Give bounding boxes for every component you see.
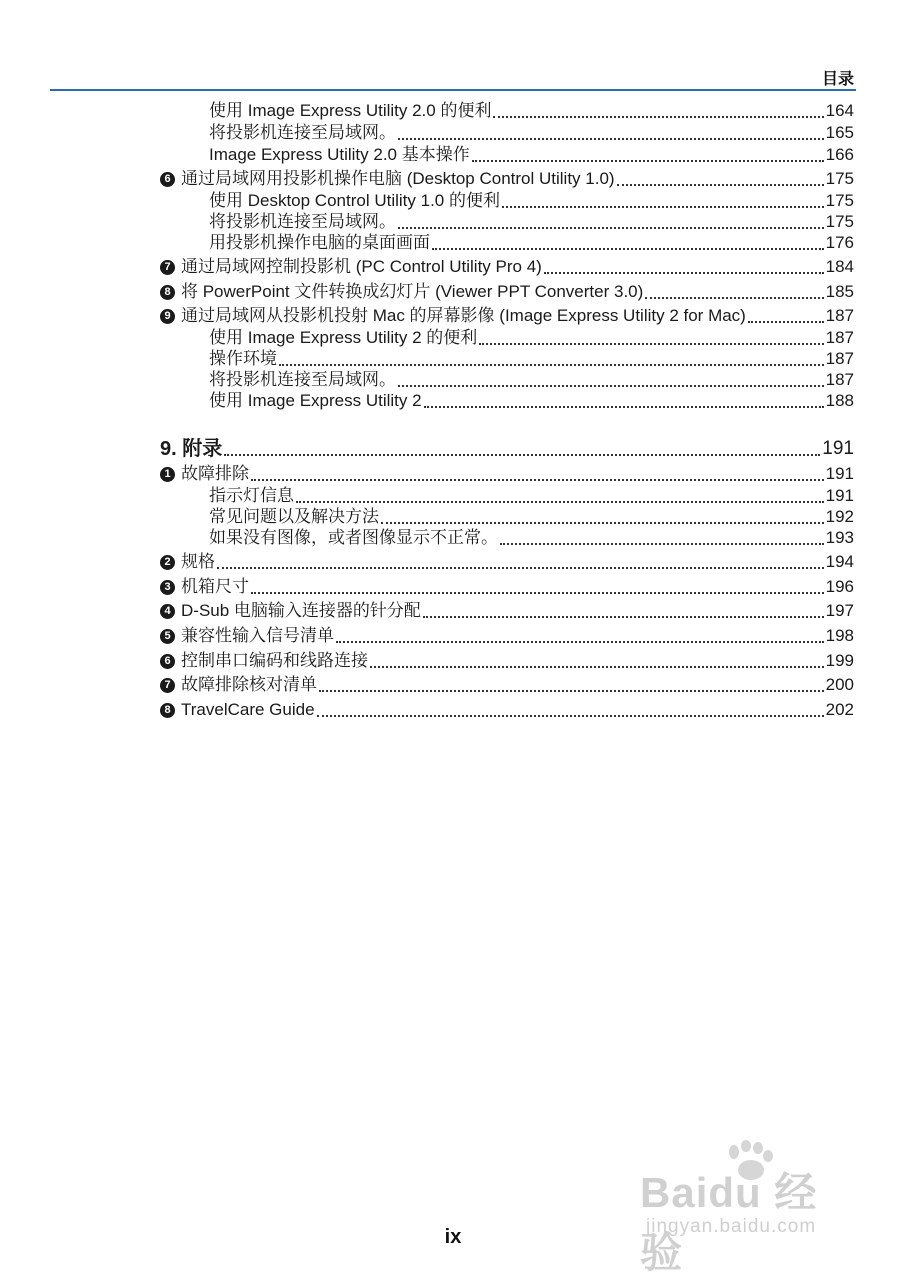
leader-dots [423,616,824,618]
toc-entry-page: 197 [825,601,854,620]
toc-entry-section[interactable] [160,305,854,327]
leader-dots [296,501,824,503]
leader-dots [544,272,824,274]
toc-entry-page: 192 [825,507,854,526]
toc-entry[interactable] [209,369,854,391]
toc-entry-label: 通过局域网用投影机操作电脑 (Desktop Control Utility 1.0) [181,169,615,188]
toc-entry-page: 191 [825,464,854,483]
toc-entry-page: 199 [825,651,854,670]
toc-entry-page: 166 [825,145,854,164]
leader-dots [251,479,824,481]
leader-dots [500,543,824,545]
leader-dots [748,321,824,323]
watermark-url: jingyan.baidu.com [646,1216,817,1237]
toc-entry-label: 如果没有图像，或者图像显示不正常。 [209,528,498,547]
toc-entry-label: 使用 Desktop Control Utility 1.0 的便利 [209,191,500,210]
toc-entry-label: 将 PowerPoint 文件转换成幻灯片 (Viewer PPT Converter 3.0) [181,282,644,301]
page-number: ix [444,1226,462,1248]
toc-entry-page: 175 [825,212,854,231]
toc-entry-page: 165 [825,123,854,142]
leader-dots [370,666,824,668]
header-title: 目录 [821,71,854,88]
toc-entry[interactable] [209,122,854,144]
toc-entry[interactable] [209,211,854,233]
toc-entry-page: 175 [825,169,854,188]
section-number-badge: 5 [160,629,175,644]
leader-dots [502,206,824,208]
leader-dots [398,138,824,140]
toc-entry-label: 使用 Image Express Utility 2 的便利 [209,328,478,347]
toc-entry-section[interactable] [160,600,854,622]
toc-entry[interactable] [209,506,854,528]
toc-entry-page: 187 [825,306,854,325]
toc-entry-section[interactable] [160,674,854,696]
leader-dots [493,116,823,118]
toc-entry[interactable] [209,390,854,412]
leader-dots [279,364,824,366]
toc-entry-label: 指示灯信息 [209,486,294,505]
section-number-badge: 9 [160,309,175,324]
toc-entry[interactable] [209,327,854,349]
section-number-badge: 6 [160,654,175,669]
section-number-badge: 1 [160,467,175,482]
section-number-badge: 2 [160,555,175,570]
toc-entry-label: 将投影机连接至局域网。 [209,370,396,389]
header-rule [50,89,856,91]
toc-entry-page: 187 [825,349,854,368]
toc-entry-label: 故障排除核对清单 [181,675,317,694]
toc-entry-label: 操作环境 [209,349,277,368]
toc-entry-section[interactable] [160,576,854,598]
toc-entry-label: 兼容性输入信号清单 [181,626,334,645]
leader-dots [398,385,824,387]
toc-entry-page: 200 [825,675,854,694]
toc-entry-page: 176 [825,233,854,252]
toc-entry-page: 191 [822,438,854,459]
watermark-logo-text: Baidu 经验 [640,1169,818,1276]
section-number-badge: 7 [160,678,175,693]
toc-entry[interactable] [209,485,854,507]
toc-entry-page: 198 [825,626,854,645]
toc-entry-label: 常见问题以及解决方法 [209,507,379,526]
toc-entry-page: 164 [825,101,854,120]
leader-dots [398,227,824,229]
section-number-badge: 4 [160,604,175,619]
toc-entry-section[interactable] [160,650,854,672]
toc-entry-label: 机箱尺寸 [181,577,249,596]
toc-entry-page: 193 [825,528,854,547]
leader-dots [617,184,824,186]
toc-entry-label: 控制串口编码和线路连接 [181,651,368,670]
leader-dots [251,592,824,594]
toc-entry-label: D-Sub 电脑输入连接器的针分配 [181,601,421,620]
leader-dots [472,160,824,162]
leader-dots [319,690,824,692]
toc-entry-page: 185 [825,282,854,301]
toc-entry[interactable] [209,190,854,212]
leader-dots [424,406,824,408]
toc-entry-label: 将投影机连接至局域网。 [209,212,396,231]
toc-entry-section[interactable] [160,281,854,303]
leader-dots [217,567,824,569]
toc-entry[interactable] [209,144,854,166]
leader-dots [381,522,824,524]
toc-entry-page: 191 [825,486,854,505]
toc-entry-label: 故障排除 [181,464,249,483]
toc-entry-label: 使用 Image Express Utility 2.0 的便利 [209,101,492,120]
toc-entry-label: 用投影机操作电脑的桌面画面 [209,233,430,252]
toc-entry-label: Image Express Utility 2.0 基本操作 [209,145,470,164]
toc-entry-page: 187 [825,328,854,347]
toc-entry-section[interactable] [160,551,854,573]
toc-entry-section[interactable] [160,256,854,278]
toc-entry-section[interactable] [160,625,854,647]
toc-entry-page: 194 [825,552,854,571]
toc-entry-page: 202 [825,700,854,719]
section-number-badge: 7 [160,260,175,275]
toc-entry[interactable] [209,348,854,370]
toc-entry-label: 规格 [181,552,215,571]
toc-entry-label: 使用 Image Express Utility 2 [209,391,422,410]
toc-entry-section[interactable] [160,699,854,721]
baidu-watermark [640,1140,860,1276]
leader-dots [479,343,823,345]
section-number-badge: 6 [160,172,175,187]
section-number-badge: 8 [160,285,175,300]
toc-chapter[interactable] [160,438,854,460]
toc-entry-label: 将投影机连接至局域网。 [209,123,396,142]
toc-entry-page: 187 [825,370,854,389]
leader-dots [432,248,824,250]
toc-entry-label: TravelCare Guide [181,700,315,719]
section-number-badge: 3 [160,580,175,595]
toc-entry-section[interactable] [160,168,854,190]
toc-entry-page: 184 [825,257,854,276]
leader-dots [645,297,823,299]
leader-dots [317,715,824,717]
chapter-title: 9. 附录 [160,438,223,460]
toc-entry-page: 175 [825,191,854,210]
toc-entry-label: 通过局域网从投影机投射 Mac 的屏幕影像 (Image Express Utility 2 for Mac) [181,306,746,325]
toc-entry[interactable] [209,527,854,549]
section-number-badge: 8 [160,703,175,718]
toc-entry-page: 196 [825,577,854,596]
toc-entry[interactable] [209,100,854,122]
leader-dots [224,454,820,456]
leader-dots [336,641,824,643]
toc-entry-label: 通过局域网控制投影机 (PC Control Utility Pro 4) [181,257,542,276]
toc-entry-section[interactable] [160,463,854,485]
toc-entry-page: 188 [825,391,854,410]
toc-entry[interactable] [209,232,854,254]
